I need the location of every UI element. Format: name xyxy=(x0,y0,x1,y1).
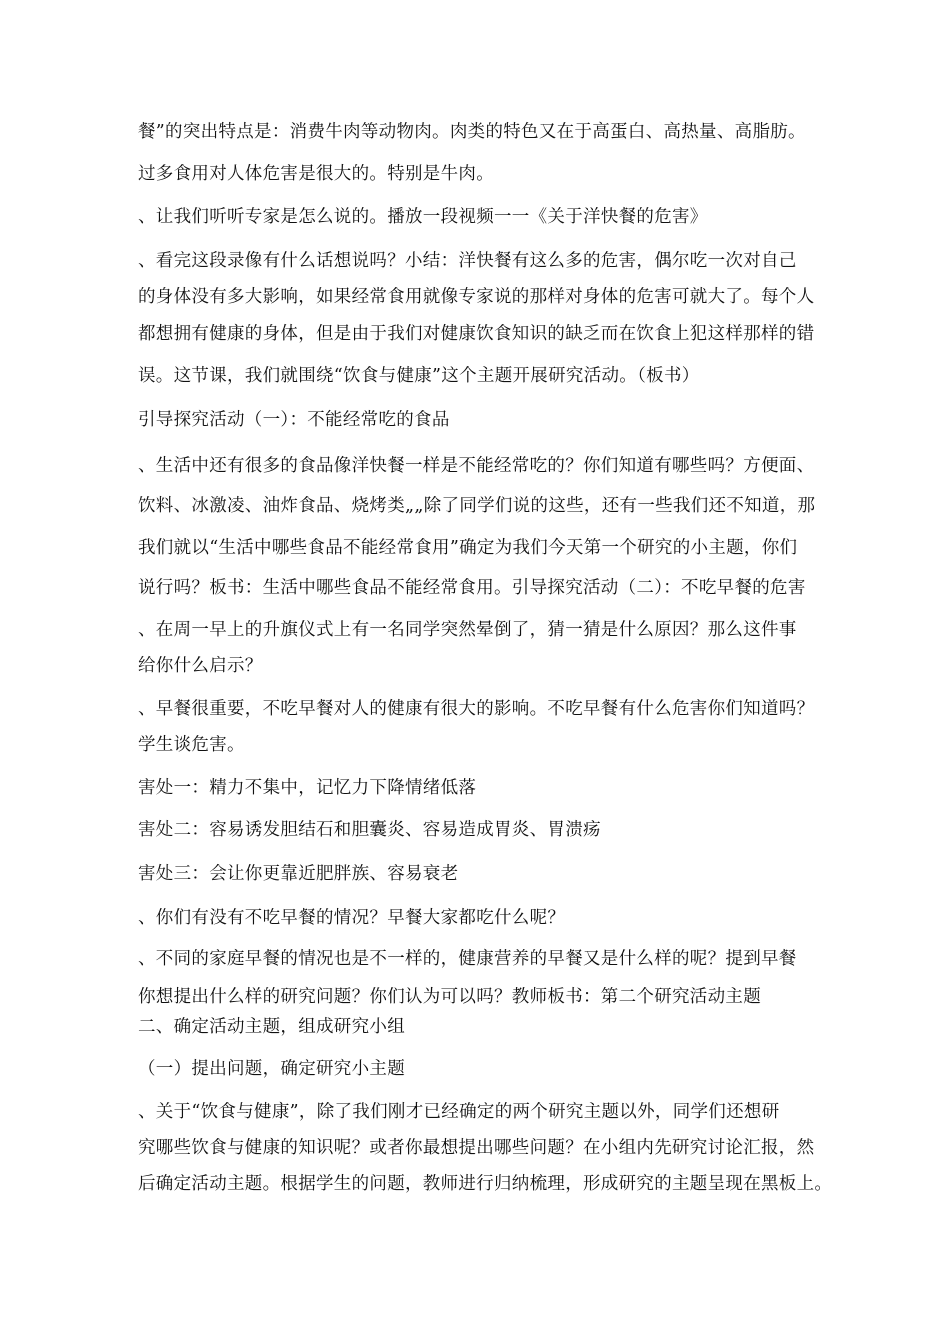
text-line: 、关于“饮食与健康”，除了我们刚才已经确定的两个研究主题以外，同学们还想研 xyxy=(138,1102,780,1122)
text-line: 餐”的突出特点是：消费牛肉等动物肉。肉类的特色又在于高蛋白、高热量、高脂肪。 xyxy=(138,122,806,142)
text-line: 给你什么启示？ xyxy=(138,656,263,676)
text-line: 饮料、冰激凌、油炸食品、烧烤类„„除了同学们说的这些，还有一些我们还不知道，那 xyxy=(138,496,816,516)
text-line: 都想拥有健康的身体，但是由于我们对健康饮食知识的缺乏而在饮食上犯这样那样的错 xyxy=(138,324,815,344)
text-line: 误。这节课，我们就围绕“饮食与健康”这个主题开展研究活动。（板书） xyxy=(138,366,700,386)
text-line: 害处二：容易诱发胆结石和胆囊炎、容易造成胃炎、胃溃疡 xyxy=(138,820,601,840)
text-line: 、早餐很重要，不吃早餐对人的健康有很大的影响。不吃早餐有什么危害你们知道吗？ xyxy=(138,699,815,719)
text-line: 、不同的家庭早餐的情况也是不一样的，健康营养的早餐又是什么样的呢？提到早餐 xyxy=(138,949,797,969)
text-line: 学生谈危害。 xyxy=(138,735,245,755)
text-line: 过多食用对人体危害是很大的。特别是牛肉。 xyxy=(138,164,494,184)
text-line: 害处一：精力不集中，记忆力下降情绪低落 xyxy=(138,778,477,798)
text-line: 、生活中还有很多的食品像洋快餐一样是不能经常吃的？你们知道有哪些吗？方便面、 xyxy=(138,456,815,476)
text-line: 我们就以“生活中哪些食品不能经常食用”确定为我们今天第一个研究的小主题，你们 xyxy=(138,538,798,558)
text-line: 的身体没有多大影响，如果经常食用就像专家说的那样对身体的危害可就大了。每个人 xyxy=(138,287,815,307)
text-line: 究哪些饮食与健康的知识呢？或者你最想提出哪些问题？在小组内先研究讨论汇报，然 xyxy=(138,1138,815,1158)
text-line: 说行吗？板书：生活中哪些食品不能经常食用。引导探究活动（二）：不吃早餐的危害 xyxy=(138,578,806,598)
text-line: 后确定活动主题。根据学生的问题，教师进行归纳梳理，形成研究的主题呈现在黑板上。 xyxy=(138,1174,833,1194)
text-line: 二、确定活动主题，组成研究小组 xyxy=(138,1017,405,1037)
text-line: 、看完这段录像有什么话想说吗？小结：洋快餐有这么多的危害，偶尔吃一次对自己 xyxy=(138,251,797,271)
text-line: 你想提出什么样的研究问题？你们认为可以吗？教师板书：第二个研究活动主题 xyxy=(138,987,761,1007)
text-line: 引导探究活动（一）：不能经常吃的食品 xyxy=(138,410,450,430)
text-line: 、让我们听听专家是怎么说的。播放一段视频一一《关于洋快餐的危害》 xyxy=(138,207,708,227)
text-line: 、你们有没有不吃早餐的情况？早餐大家都吃什么呢？ xyxy=(138,908,566,928)
text-line: （一）提出问题，确定研究小主题 xyxy=(138,1059,405,1079)
text-line: 、在周一早上的升旗仪式上有一名同学突然晕倒了，猜一猜是什么原因？那么这件事 xyxy=(138,620,797,640)
text-line: 害处三：会让你更靠近肥胖族、容易衰老 xyxy=(138,864,459,884)
